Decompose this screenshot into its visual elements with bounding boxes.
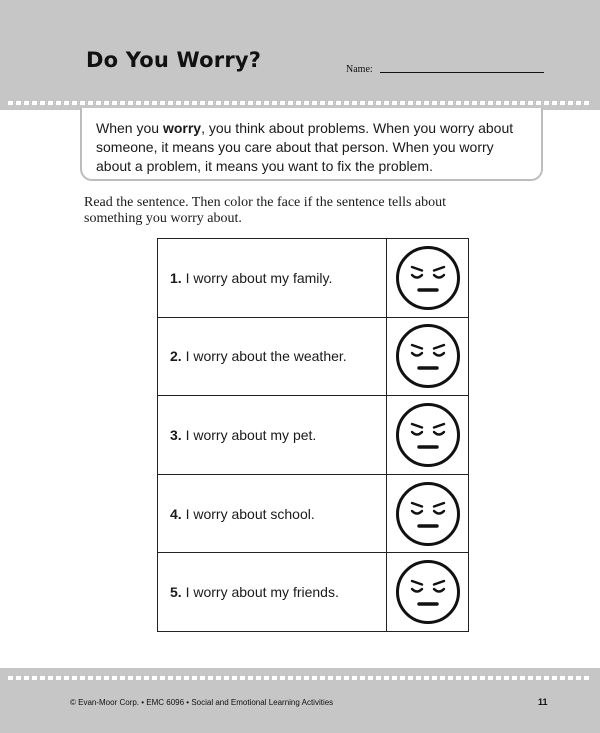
- footer-dash-divider: [8, 676, 592, 680]
- table-row: [158, 239, 469, 318]
- table-row: [158, 396, 469, 475]
- footer-credit: © Evan-Moor Corp. • EMC 6096 • Social and Emotional Learning Activities: [70, 698, 334, 707]
- item-number: 3.: [170, 426, 182, 443]
- header-dash-divider: [8, 101, 592, 105]
- face-cell[interactable]: [387, 474, 469, 553]
- item-text: I worry about school.: [185, 505, 315, 522]
- intro-text-before: When you: [96, 120, 163, 136]
- worried-face-icon[interactable]: [395, 323, 461, 389]
- item-text: I worry about my friends.: [185, 584, 339, 601]
- sentence-cell: [158, 553, 387, 632]
- worried-face-icon[interactable]: [395, 481, 461, 547]
- name-label: Name:: [346, 64, 373, 75]
- face-cell[interactable]: [387, 553, 469, 632]
- worried-face-icon[interactable]: [395, 245, 461, 311]
- intro-keyword: worry: [162, 120, 202, 136]
- sentence-cell: [158, 474, 387, 553]
- item-text: I worry about the weather.: [185, 348, 347, 365]
- worried-face-icon[interactable]: [395, 559, 461, 625]
- item-text: I worry about my family.: [185, 269, 333, 286]
- item-number: 4.: [170, 505, 182, 522]
- item-number: 2.: [170, 348, 182, 365]
- worried-face-icon[interactable]: [395, 402, 461, 468]
- face-cell[interactable]: [387, 239, 469, 318]
- table-row: [158, 553, 469, 632]
- table-row: [158, 317, 469, 396]
- sentence-cell: [158, 317, 387, 396]
- intro-text-after: , you think about problems. When you worry about someone, it means you care about that person. When you worry about a problem, it means you want to fix the problem.: [96, 120, 514, 174]
- item-number: 5.: [170, 584, 182, 601]
- sentence-cell: [158, 239, 387, 318]
- face-cell[interactable]: [387, 317, 469, 396]
- page-number: 11: [538, 697, 548, 707]
- instructions: Read the sentence. Then color the face if the sentence tells about something you worry about.: [84, 195, 447, 226]
- worry-table: [157, 238, 469, 632]
- item-number: 1.: [170, 269, 182, 286]
- item-text: I worry about my pet.: [185, 426, 317, 443]
- name-write-line[interactable]: [380, 72, 544, 73]
- page-title: Do You Worry?: [86, 48, 262, 72]
- table-row: [158, 474, 469, 553]
- face-cell[interactable]: [387, 396, 469, 475]
- intro-box: [80, 108, 543, 181]
- sentence-cell: [158, 396, 387, 475]
